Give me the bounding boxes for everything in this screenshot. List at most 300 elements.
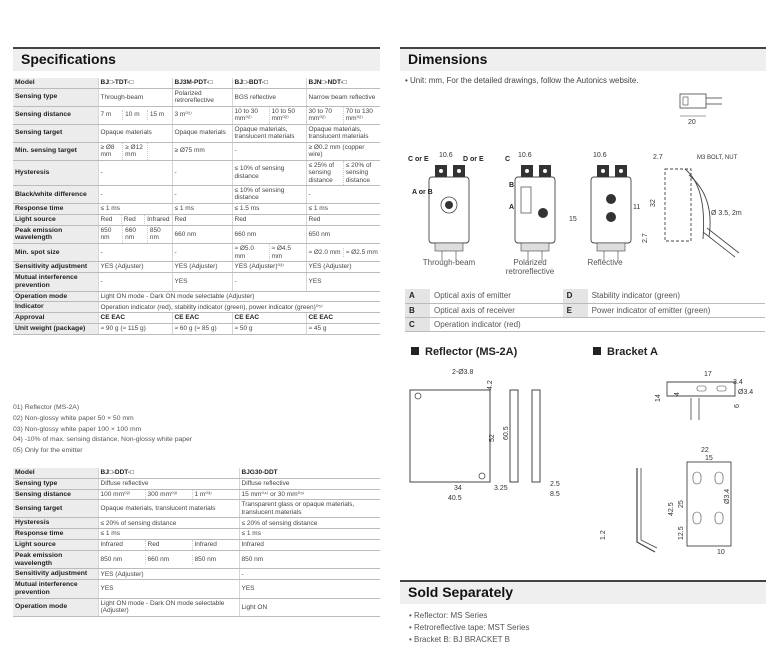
cell-text: ≤ 1 ms (241, 530, 261, 538)
row-label: Black/white difference (13, 185, 98, 203)
bracket-dim-4: 4 (674, 392, 681, 396)
sub-cell-text: 1 m⁰³⁾ (192, 490, 239, 499)
bracket-dim-3-4: 3.4 (733, 379, 743, 386)
cell-text: Diffuse reflective (241, 479, 290, 487)
cell-text: ≤ 1 ms (100, 205, 120, 213)
sold-item: • Reflector: MS Series (409, 610, 529, 622)
sold-separately-list (409, 610, 529, 646)
table-cell (98, 500, 239, 518)
legend-key: C (405, 317, 430, 331)
table-cell (98, 142, 172, 160)
table-cell (239, 518, 380, 529)
sub-cell-text: ≥ Ø12 mm (122, 143, 147, 160)
sold-separately-title: Sold Separately (408, 584, 514, 600)
bracket-dim-17: 17 (704, 371, 712, 378)
specifications-table-1 (13, 78, 380, 335)
approval-mark: CE EAC (98, 313, 172, 324)
row-label: Approval (13, 313, 98, 324)
approval-mark: CE EAC (172, 313, 232, 324)
cell-text: Red (234, 215, 247, 223)
bracket-dim-14: 14 (655, 394, 662, 402)
table-cell (98, 489, 239, 500)
table-cell (98, 106, 172, 124)
cell-text: 3 m⁰¹⁾ (174, 111, 192, 119)
legend-value: Power indicator of emitter (green) (588, 303, 765, 317)
bracket-dim-42-5: 42.5 (668, 502, 675, 516)
reflector-dim-34: 34 (454, 485, 462, 492)
approval-mark: CE EAC (232, 313, 306, 324)
table-cell (98, 598, 239, 616)
table-cell (172, 88, 232, 106)
dim-15: 15 (569, 216, 577, 223)
legend-value: Optical axis of emitter (430, 289, 563, 303)
sub-cell-text: Infrared (144, 215, 171, 224)
dimension-legend-table (405, 289, 765, 332)
letter-c-2: C (505, 156, 511, 163)
sub-cell-text: 10 m (122, 110, 147, 119)
table-cell (232, 160, 306, 185)
table-row (13, 203, 380, 214)
table-cell (239, 540, 380, 551)
sub-cell-text: ≈ Ø5.0 mm (234, 245, 254, 260)
table-row (13, 142, 380, 160)
cell-text: Red (308, 215, 321, 223)
table-row (13, 88, 380, 106)
table-row (13, 569, 380, 580)
reflector-dim-8-5: 8.5 (550, 491, 560, 498)
table-cell (98, 160, 172, 185)
table-cell (232, 185, 306, 203)
table-cell (232, 262, 306, 273)
row-label: Sensing target (13, 124, 98, 142)
table-cell (172, 124, 232, 142)
sub-cell-text: ≈ Ø2.5 mm (343, 248, 380, 257)
table-row (13, 106, 380, 124)
cell-text: Opaque materials (100, 129, 152, 137)
cell-text: YES (241, 585, 255, 593)
row-label: Sensing distance (13, 106, 98, 124)
table-row (13, 124, 380, 142)
cord-label: C or E (408, 156, 429, 163)
sub-cell-text: Red (121, 215, 144, 224)
reflector-dim-4: 4.2 (487, 380, 494, 390)
top-view-drawing (670, 88, 730, 134)
legend-key: D (563, 289, 588, 303)
dim-20: 20 (688, 119, 696, 126)
legend-key: A (405, 289, 430, 303)
letter-a-2: A (509, 204, 515, 211)
sub-cell-text: 850 nm (147, 226, 172, 243)
cell-text: 850 nm (241, 555, 264, 563)
table-cell (306, 185, 380, 203)
letter-b-2: B (509, 182, 515, 189)
cell-text: - (174, 169, 177, 177)
row-label: Operation mode (13, 598, 98, 616)
sub-cell-text: 70 to 130 mm⁰²⁾ (343, 107, 380, 124)
table-cell (98, 478, 239, 489)
cell-text: Light ON mode - Dark ON mode selectable (Adjuster) (100, 599, 225, 615)
row-label: Sensing target (13, 500, 98, 518)
reflector-dim-2-5: 2.5 (550, 481, 560, 488)
bracket-dim-22: 22 (701, 447, 709, 454)
row-label: Sensing distance (13, 489, 98, 500)
table-row (13, 214, 380, 225)
cell-text: Red (174, 215, 187, 223)
table-row (13, 262, 380, 273)
table-row (13, 302, 380, 313)
table-cell (98, 550, 239, 569)
view-label-through-beam: Through-beam (422, 258, 476, 267)
table-cell (306, 225, 380, 244)
table-header-cell: BJ3M-PDT-□ (172, 78, 232, 88)
table-header-cell: BJ□-BDT-□ (232, 78, 306, 88)
sub-cell-text: 850 nm (192, 555, 239, 564)
table-cell (239, 478, 380, 489)
sub-cell-text: Red (145, 540, 192, 549)
legend-row (405, 317, 765, 331)
table-row (13, 291, 380, 302)
row-label: Light source (13, 214, 98, 225)
table-header-cell: BJ□-TDT-□ (98, 78, 172, 88)
table-cell (172, 214, 232, 225)
dim-2-7-top: 2.7 (653, 154, 663, 161)
footnote: 02) Non-glossy white paper 50 × 50 mm (13, 414, 134, 422)
table-cell: ≈ 50 g (232, 323, 306, 334)
table-cell (98, 518, 239, 529)
table-cell (172, 244, 232, 262)
table-cell (98, 569, 239, 580)
cell-text: BGS reflective (234, 93, 277, 101)
table-cell (98, 540, 239, 551)
row-label: Light source (13, 540, 98, 551)
dim-10-6-a: 10.6 (439, 152, 453, 159)
cell-text: 15 mm⁰⁴⁾ or 30 mm⁰⁵⁾ (241, 490, 305, 498)
legend-key: B (405, 303, 430, 317)
cell-text: YES (174, 277, 188, 285)
table-row (13, 580, 380, 599)
cell-text: Opaque materials (174, 129, 226, 137)
sub-cell-text: ≥ Ø8 mm (100, 143, 115, 159)
table-cell (98, 88, 172, 106)
bracket-dim-1-2: 1.2 (600, 530, 607, 540)
reflector-title: Reflector (MS-2A) (411, 346, 517, 358)
legend-key (563, 317, 588, 331)
table-cell (306, 262, 380, 273)
cell-text: YES (308, 277, 322, 285)
table-cell (232, 244, 306, 262)
row-label: Sensing type (13, 88, 98, 106)
table-header-cell: BJN□-NDT-□ (306, 78, 380, 88)
table-cell: ≈ 45 g (306, 323, 380, 334)
table-header-cell: Model (13, 468, 98, 478)
table-cell (239, 580, 380, 599)
table-cell (232, 225, 306, 244)
dim-11: 11 (633, 204, 641, 211)
footnotes (13, 403, 192, 457)
legend-value: Operation indicator (red) (430, 317, 563, 331)
bracket-dim-12-5: 12.5 (678, 526, 685, 540)
bracket-dim-10: 10 (717, 549, 725, 556)
sub-cell-text (147, 143, 172, 160)
row-label: Hysteresis (13, 518, 98, 529)
cell-text: - (234, 277, 237, 285)
bracket-dim-25: 25 (678, 500, 685, 508)
table-cell (232, 106, 306, 124)
row-label: Sensitivity adjustment (13, 262, 98, 273)
table-cell (172, 185, 232, 203)
sub-cell-text: 850 nm (100, 555, 123, 563)
sub-cell-text: 100 mm⁰²⁾ (100, 490, 131, 498)
cell-text: YES (Adjuster)⁰³⁾ (234, 263, 284, 271)
dim-m3: M3 BOLT, NUT (697, 155, 738, 161)
table-cell (172, 272, 232, 291)
reflector-dim-40-5: 40.5 (448, 495, 462, 502)
cell-text: 660 nm (174, 230, 197, 238)
table-cell: Light ON mode - Dark ON mode selectable (Adjuster) (98, 291, 380, 302)
table-row (13, 185, 380, 203)
table-cell (239, 500, 380, 518)
table-cell (306, 106, 380, 124)
sub-cell-text: 10 to 50 mm⁰²⁾ (269, 107, 306, 124)
table-cell (98, 262, 172, 273)
table-cell (306, 244, 380, 262)
table-row (13, 518, 380, 529)
table-header-cell: BJ□-DDT-□ (98, 468, 239, 478)
table-row (13, 323, 380, 334)
sub-cell-text: 660 nm (145, 555, 192, 564)
bracket-title: Bracket A (593, 346, 658, 358)
table-cell (232, 88, 306, 106)
table-cell (232, 214, 306, 225)
table-header-cell: BJG30-DDT (239, 468, 380, 478)
table-cell (306, 160, 380, 185)
bracket-dim-15: 15 (705, 455, 713, 462)
row-label: Unit weight (package) (13, 323, 98, 334)
table-row (13, 529, 380, 540)
sold-separately-header (400, 580, 766, 604)
row-label: Mutual interference prevention (13, 272, 98, 291)
sub-cell-text: ≤ 25% of sensing distance (308, 161, 335, 184)
legend-value: Optical axis of receiver (430, 303, 563, 317)
table-header-row (13, 468, 380, 478)
table-cell (306, 214, 380, 225)
table-cell: Operation indicator (red), stability indicator (green), power indicator (green)⁰⁵⁾ (98, 302, 380, 313)
bracket-hole-a: Ø3.4 (738, 389, 754, 396)
table-cell (239, 489, 380, 500)
reflective-view (569, 152, 640, 261)
reflector-dim-3-25: 3.25 (494, 485, 508, 492)
reflector-drawing (400, 362, 570, 502)
table-row (13, 550, 380, 569)
table-cell: ≈ 90 g (≈ 115 g) (98, 323, 172, 334)
table-cell (172, 160, 232, 185)
table-cell (172, 142, 232, 160)
sub-cell-text: 660 nm (122, 226, 147, 243)
table-cell (172, 225, 232, 244)
footnote: 01) Reflector (MS-2A) (13, 404, 80, 411)
dim-10-6-c: 10.6 (593, 152, 607, 159)
cell-text: - (100, 248, 103, 256)
view-label-reflective: Reflective (587, 258, 623, 267)
table-row (13, 478, 380, 489)
cell-text: 660 nm (234, 230, 257, 238)
dorb-label: D or E (463, 156, 484, 163)
dimensions-header (400, 47, 766, 71)
sub-cell-text: ≈ Ø2.0 mm (308, 248, 341, 256)
cell-text: Polarized retroreflective (174, 89, 214, 105)
row-label: Response time (13, 203, 98, 214)
table-row (13, 225, 380, 244)
table-row (13, 272, 380, 291)
table-cell (98, 580, 239, 599)
bracket-hole-b: Ø3.4 (724, 488, 731, 504)
specifications-header (13, 47, 380, 71)
row-label: Peak emission wavelength (13, 225, 98, 244)
sub-cell-text: 10 to 30 mm⁰²⁾ (234, 107, 258, 123)
table-cell (98, 244, 172, 262)
table-cell (239, 550, 380, 569)
table-cell (98, 185, 172, 203)
legend-value: Stability indicator (green) (588, 289, 765, 303)
table-row (13, 489, 380, 500)
row-label: Peak emission wavelength (13, 550, 98, 569)
sub-cell-text: 15 m (147, 110, 172, 119)
cell-text: - (174, 248, 177, 256)
dim-32: 32 (650, 199, 657, 207)
cell-text: Through-beam (100, 93, 144, 101)
table-cell (98, 272, 172, 291)
table-cell (98, 124, 172, 142)
cell-text: YES (Adjuster) (100, 570, 144, 578)
table-cell (306, 124, 380, 142)
side-view-drawing (642, 147, 770, 262)
cell-text: YES (Adjuster) (100, 263, 144, 271)
table-cell (232, 142, 306, 160)
cell-text: ≥ Ø75 mm (174, 147, 205, 155)
cell-text: - (241, 570, 244, 578)
cell-text: ≤ 10% of sensing distance (234, 186, 285, 202)
row-label: Hysteresis (13, 160, 98, 185)
sub-cell-text: Infrared (192, 540, 239, 549)
cell-text: - (234, 147, 237, 155)
cell-text: - (100, 190, 103, 198)
table-row (13, 244, 380, 262)
table-row (13, 160, 380, 185)
table-cell (306, 142, 380, 160)
cell-text: Transparent glass or opaque materials, translucent materials (241, 501, 355, 516)
table-cell (172, 262, 232, 273)
table-row (13, 540, 380, 551)
cell-text: Infrared (241, 541, 264, 549)
aorb-label: A or B (412, 189, 433, 196)
row-label: Sensitivity adjustment (13, 569, 98, 580)
dimensions-title: Dimensions (408, 51, 488, 67)
table-cell (306, 203, 380, 214)
legend-value (588, 317, 765, 331)
table-cell (98, 529, 239, 540)
specifications-title: Specifications (21, 51, 116, 67)
table-row (13, 313, 380, 324)
cell-text: Narrow beam reflective (308, 93, 376, 101)
table-header-row (13, 78, 380, 88)
sold-item: • Retroreflective tape: MST Series (409, 622, 529, 634)
table-cell (98, 203, 172, 214)
cell-text: - (308, 190, 311, 198)
table-cell: ≈ 60 g (≈ 85 g) (172, 323, 232, 334)
cell-text: - (174, 190, 177, 198)
row-label: Response time (13, 529, 98, 540)
dim-3-5: Ø 3.5, 2m (711, 210, 742, 217)
table-row (13, 500, 380, 518)
sub-cell-text: 30 to 70 mm⁰²⁾ (308, 107, 332, 123)
table-cell (232, 272, 306, 291)
table-cell (172, 203, 232, 214)
unit-note-text: Unit: mm, For the detailed drawings, follow the Autonics website. (410, 76, 639, 85)
specifications-table-2 (13, 468, 380, 617)
dim-2-7-bottom: 2.7 (642, 233, 649, 243)
legend-row (405, 289, 765, 303)
sub-cell-text: Infrared (100, 541, 123, 549)
table-cell (232, 124, 306, 142)
polarized-view (505, 152, 555, 261)
cell-text: YES (Adjuster) (174, 263, 218, 271)
sub-cell-text: 650 nm (100, 226, 112, 242)
row-label: Operation mode (13, 291, 98, 302)
through-beam-view (408, 152, 484, 261)
bracket-dim-6: 6 (734, 404, 741, 408)
sub-cell-text: 300 mm⁰³⁾ (145, 490, 192, 499)
unit-note: • Unit: mm, For the detailed drawings, follow the Autonics website. (405, 76, 639, 85)
table-cell (232, 203, 306, 214)
table-header-cell: Model (13, 78, 98, 88)
sub-cell-text: ≤ 20% of sensing distance (343, 161, 380, 185)
cell-text: ≥ Ø0.2 mm (copper wire) (308, 143, 365, 159)
row-label: Min. spot size (13, 244, 98, 262)
table-cell (98, 214, 172, 225)
footnote: 03) Non-glossy white paper 100 × 100 mm (13, 425, 142, 433)
table-row (13, 598, 380, 616)
table-cell (98, 225, 172, 244)
row-label: Mutual interference prevention (13, 580, 98, 599)
sub-cell-text: Red (100, 215, 113, 223)
reflector-dim-60-5: 60.5 (503, 426, 510, 440)
table-cell (306, 88, 380, 106)
row-label: Min. sensing target (13, 142, 98, 160)
dim-10-6-b: 10.6 (518, 152, 532, 159)
legend-row (405, 303, 765, 317)
legend-key: E (563, 303, 588, 317)
footnote: 05) Only for the emitter (13, 447, 83, 455)
cell-text: Light ON (241, 603, 268, 611)
cell-text: YES (100, 585, 114, 593)
cell-text: ≤ 20% of sensing distance (100, 519, 177, 527)
cell-text: - (100, 277, 103, 285)
cell-text: ≤ 1.5 ms (234, 205, 260, 213)
cell-text: ≤ 20% of sensing distance (241, 519, 318, 527)
approval-mark: CE EAC (306, 313, 380, 324)
bracket-drawing (595, 362, 770, 562)
table-cell (172, 106, 232, 124)
row-label: Sensing type (13, 478, 98, 489)
cell-text: ≤ 1 ms (174, 205, 194, 213)
sub-cell-text: ≈ Ø4.5 mm (269, 244, 306, 261)
cell-text: - (100, 169, 103, 177)
reflector-hole: 2-Ø3.8 (452, 369, 474, 376)
cell-text: Opaque materials, translucent materials (100, 505, 216, 513)
footnote: 04) -10% of max. sensing distance, Non-glossy white paper (13, 436, 193, 444)
table-cell (239, 598, 380, 616)
cell-text: ≤ 1 ms (308, 205, 328, 213)
